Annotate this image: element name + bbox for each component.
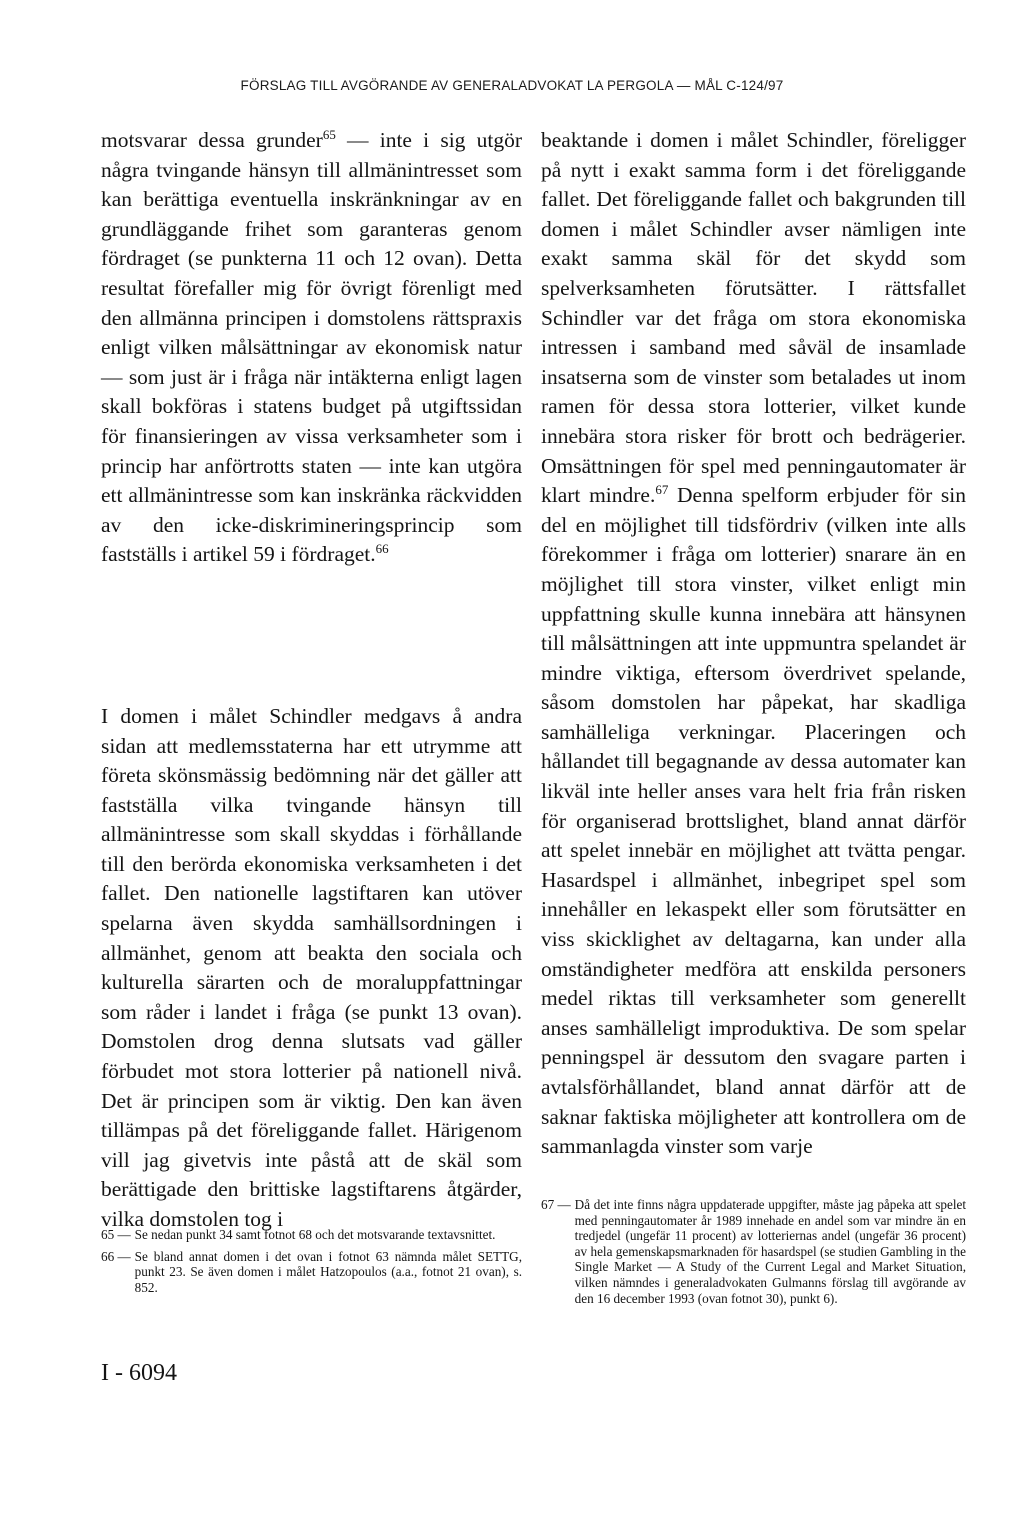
footnote-text: Då det inte finns några uppdaterade uppgifter, måste jag påpeka att spelet med penningautomater år 1989 innehade en andel som var mindre än en tredjedel (ungefär 11 procent) av lotteriernas andel (ungefär 36 procent) av hela gemenskapsmarknaden för hasardspel (se studien Gambling in the Single Market — A Study of the Current Legal and Market Situation, vilken nämndes i generaladvokaten Gulmanns förslag till avgörande av den 16 december 1993 (ovan fotnot 30), punkt 6).: [574, 1197, 966, 1306]
footnote-ref-65[interactable]: 65: [322, 126, 336, 142]
paragraph: [101, 126, 522, 570]
right-column: [541, 126, 966, 1162]
footnote-ref-67[interactable]: 67: [655, 481, 669, 497]
footnotes-right: [541, 1197, 966, 1312]
footnotes-left: [101, 1227, 522, 1301]
footnote-text: Se bland annat domen i det ovan i fotnot 63 nämnda målet SETTG, punkt 23. Se även domen i målet Hatzopoulos (a.a., fotnot 21 ovan), s. 852.: [134, 1248, 522, 1295]
paragraph-text: Denna spelform erbjuder för sin del en möjlighet till tidsfördriv (vilken inte alls förekommer i fråga om lotterier) snarare än en möjlighet till stora vinster, vilket enligt min uppfattning skulle kunna innebära att hänsynen till målsättningen att inte uppmuntra spelandet är mindre viktiga, eftersom överdrivet spelande, såsom domstolen har påpekat, har skadliga samhälleliga verkningar. Placeringen och hållandet till begagnande av dessa automater kan likväl inte heller anses vara helt fria från risken för organiserad brottslighet, bland annat därför att spelet innebär en möjlighet att tvätta pengar. Hasardspel i allmänhet, inbegripet spel som innehåller en lekaspekt eller som förutsätter en viss skicklighet av deltagarna, kan under alla omständigheter medföra att enskilda personers medel riktas till verksamheter som generellt anses samhälleligt improduktiva. De som spelar penningspel är dessutom den svagare parten i avtalsförhållandet, bland annat därför att de saknar faktiska möjligheter att kontrollera om de sammanlagda vinster som varje: [541, 483, 966, 1159]
paragraph-text: beaktande i domen i målet Schindler, föreligger på nytt i exakt samma form i det föreliggande fallet. Det föreliggande fallet och bakgrunden till domen i målet Schindler avser nämligen inte exakt samma skäl för det skydd som spelverksamheten förutsätter. I rättsfallet Schindler var det fråga om stora ekonomiska intressen i samband med såväl de insamlade insatserna som de vinster som betalades ut inom ramen för dessa stora lotterier, vilket kunde innebära stora risker för brott och bedrägerier. Omsättningen för spel med penningautomater är klart mindre.: [541, 128, 966, 508]
footnote-ref-66[interactable]: 66: [375, 541, 389, 557]
footnote-number: 67 —: [541, 1197, 571, 1212]
footnote-text: Se nedan punkt 34 samt fotnot 68 och det motsvarande textavsnittet.: [134, 1227, 496, 1242]
footnote-65: [101, 1227, 522, 1243]
footnote-number: 66 —: [101, 1248, 131, 1264]
footnote-66: [101, 1249, 522, 1296]
paragraph-text: motsvarar dessa grunder: [101, 128, 323, 152]
footnote-67: [541, 1197, 966, 1306]
paragraph-text: — inte i sig utgör några tvingande hänsyn till allmänintresset som kan berättiga eventuella inskränkningar av en grundläggande frihet som garanteras genom fördraget (se punkterna 11 och 12 ovan). Detta resultat förefaller mig för övrigt förenligt med den allmänna principen i domstolens rättspraxis enligt vilken målsättningar av ekonomisk natur — som just är i fråga när intäkterna enligt lagen skall bokföras i statens budget på utgiftssidan för finansieringen av vissa verksamheter som i princip har anförtrotts staten — inte kan utgöra ett allmänintresse som kan inskränka räckvidden av den icke-diskrimineringsprincip som fastställs i artikel 59 i fördraget.: [101, 128, 523, 567]
paragraph: [541, 126, 966, 1162]
paragraph: I domen i målet Schindler medgavs å andra sidan att medlemsstaterna har ett utrymme att företa skönsmässig bedömning när det gäller att fastställa vilka tvingande hänsyn till allmänintresse som skall skyddas i förhållande till den berörda ekonomiska verksamheten i det fallet. Den nationelle lagstiftaren kan utöver spelarna även skydda samhällsordningen i allmänhet, genom att beakta den sociala och kulturella särarten och de moraluppfattningar som råder i landet i fråga (se punkt 13 ovan). Domstolen drog denna slutsats vad gäller förbudet mot stora lotterier på nationell nivå. Det är principen som är viktig. Den kan även tillämpas på det föreliggande fallet. Härigenom vill jag givetvis inte påstå att de skäl som berättigade den brittiske lagstiftarens åtgärder, vilka domstolen tog i: [101, 703, 522, 1231]
running-header: FÖRSLAG TILL AVGÖRANDE AV GENERALADVOKAT LA PERGOLA — MÅL C-124/97: [240, 78, 784, 93]
footnote-number: 65 —: [101, 1227, 131, 1242]
page-number: I - 6094: [101, 1360, 177, 1386]
left-column: [101, 126, 522, 1235]
